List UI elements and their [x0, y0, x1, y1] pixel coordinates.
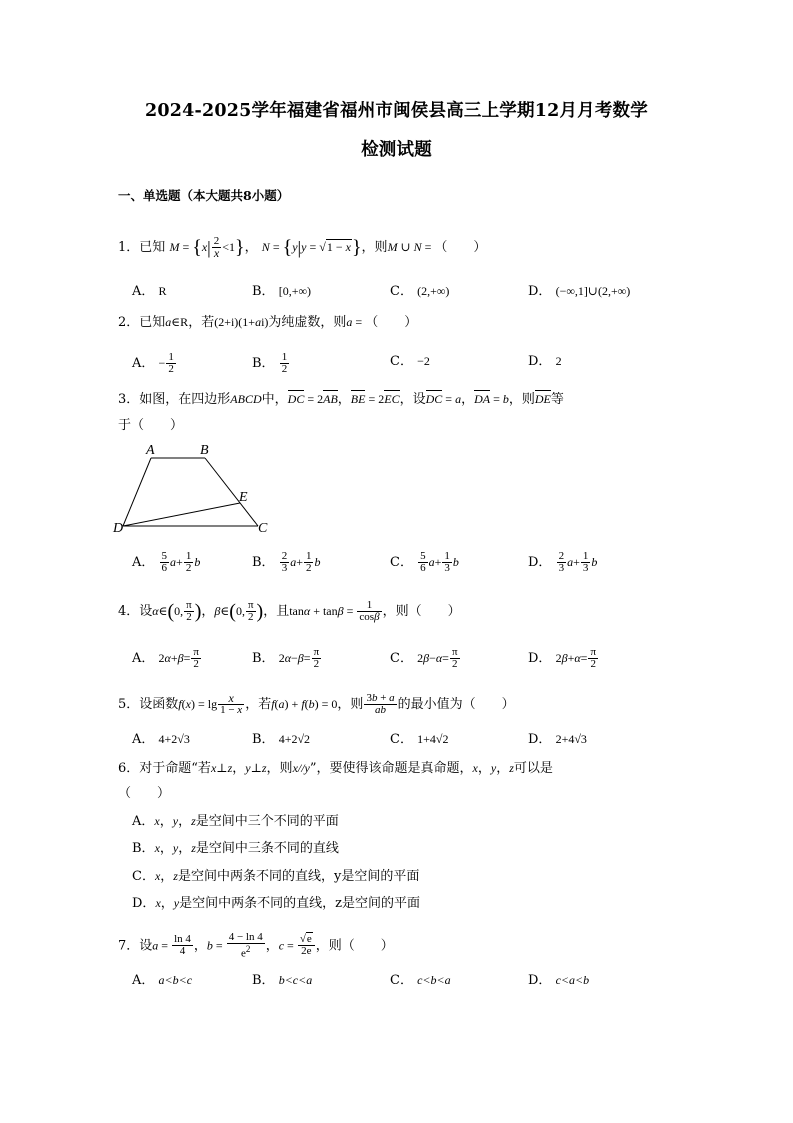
q4-option-d[interactable]: D． 2β+α= $\frac{\pi}{2}$ — [528, 646, 596, 670]
question-7: 7．设a = $\frac{\ln 4}{4}$ ，b = $\frac{4 - \ln 4}{e^2}$ ，c = $\frac{√e}{2e}$ ，则（ ） — [118, 931, 394, 960]
q6-option-d[interactable]: D．x，y是空间中两条不同的直线，z是空间的平面 — [132, 896, 420, 911]
edge-da — [123, 458, 151, 526]
question-1: 1．已知 M = {x| $\frac{2}{x}$ <1}， N = {y|y = √1 − x}，则M ∪ N = （ ） — [118, 235, 487, 260]
q6-option-b[interactable]: B．x，y，z是空间中三条不同的直线 — [132, 841, 339, 856]
q3-option-c[interactable]: C． $\frac{5}{6}$ a+ $\frac{1}{3}$ b — [390, 550, 459, 574]
q2-option-c[interactable]: C． −2 — [390, 354, 430, 369]
q5-option-b[interactable]: B． 4+2√2 — [252, 732, 311, 747]
question-3-line2: 于（ ） — [118, 418, 184, 433]
question-4: 4．设α∈(0, $\frac{\pi}{2}$ )，β∈(0, $\frac{\pi}{2}$ )，且tanα + tanβ = $\frac{1}{\cos\beta}$ ，则（ ） — [118, 599, 461, 623]
q2-option-d[interactable]: D． 2 — [528, 354, 562, 369]
label-c: C — [258, 521, 268, 535]
q5-option-c[interactable]: C． 1+4√2 — [390, 732, 449, 747]
segment-de — [123, 503, 240, 526]
q1-option-a[interactable]: A． R — [132, 284, 167, 299]
q3-option-b[interactable]: B． $\frac{2}{3}$ a+ $\frac{1}{2}$ b — [252, 550, 321, 574]
q6-option-c[interactable]: C．x，z是空间中两条不同的直线，y是空间的平面 — [132, 869, 420, 884]
q3-option-a[interactable]: A． $\frac{5}{6}$ a+ $\frac{1}{2}$ b — [132, 550, 201, 574]
q1-option-c[interactable]: C． (2,+∞) — [390, 284, 450, 299]
q6-option-a[interactable]: A．x，y，z是空间中三个不同的平面 — [132, 814, 339, 829]
q2-option-b[interactable]: B． $\frac{1}{2}$ — [252, 351, 288, 375]
question-5: 5．设函数f(x) = lg $\frac{x}{1 - x}$ ，若f(a) + f(b) = 0，则 $\frac{3b + a}{ab}$ 的最小值为（ ） — [118, 691, 515, 716]
label-a: A — [146, 443, 155, 458]
question-6: 6．对于命题“若x⊥z，y⊥z，则x//y”，要使得该命题是真命题，x，y，z可以是 — [118, 761, 553, 776]
q3-option-d[interactable]: D． $\frac{2}{3}$ a+ $\frac{1}{3}$ b — [528, 550, 598, 574]
q5-option-a[interactable]: A． 4+2√3 — [132, 732, 190, 747]
q1-option-b[interactable]: B． [0,+∞) — [252, 284, 312, 299]
quadrilateral-figure — [110, 440, 280, 535]
q5-option-d[interactable]: D． 2+4√3 — [528, 732, 587, 747]
q1-option-d[interactable]: D． (−∞,1]∪(2,+∞) — [528, 284, 631, 299]
math-set-m: M — [169, 240, 180, 254]
q4-option-c[interactable]: C． 2β−α= $\frac{\pi}{2}$ — [390, 646, 458, 670]
q7-option-d[interactable]: D． c<a<b — [528, 973, 590, 988]
label-b: B — [200, 443, 209, 458]
question-6-line2: （ ） — [118, 786, 171, 801]
q2-option-a[interactable]: A． − $\frac{1}{2}$ — [132, 351, 174, 375]
q7-option-c[interactable]: C． c<b<a — [390, 973, 451, 988]
q4-option-a[interactable]: A． 2α+β= $\frac{\pi}{2}$ — [132, 646, 199, 670]
page-title-line1: 2024-2025学年福建省福州市闽侯县高三上学期12月月考数学 — [145, 101, 648, 121]
label-d: D — [113, 521, 124, 535]
q7-option-b[interactable]: B． b<c<a — [252, 973, 313, 988]
question-2: 2．已知a∈R，若(2+i)(1+ai)为纯虚数，则a = （ ） — [118, 315, 418, 330]
q4-option-b[interactable]: B． 2α−β= $\frac{\pi}{2}$ — [252, 646, 320, 670]
q7-option-a[interactable]: A． a<b<c — [132, 973, 193, 988]
page-title-line2: 检测试题 — [361, 140, 432, 160]
question-3: 3．如图，在四边形ABCD中，DC = 2AB，BE = 2EC，设DC = a，DA = b，则DE等 — [118, 392, 564, 407]
label-e: E — [239, 490, 248, 505]
section-heading: 一、单选题（本大题共8小题） — [118, 188, 290, 203]
edge-bc — [205, 458, 258, 526]
